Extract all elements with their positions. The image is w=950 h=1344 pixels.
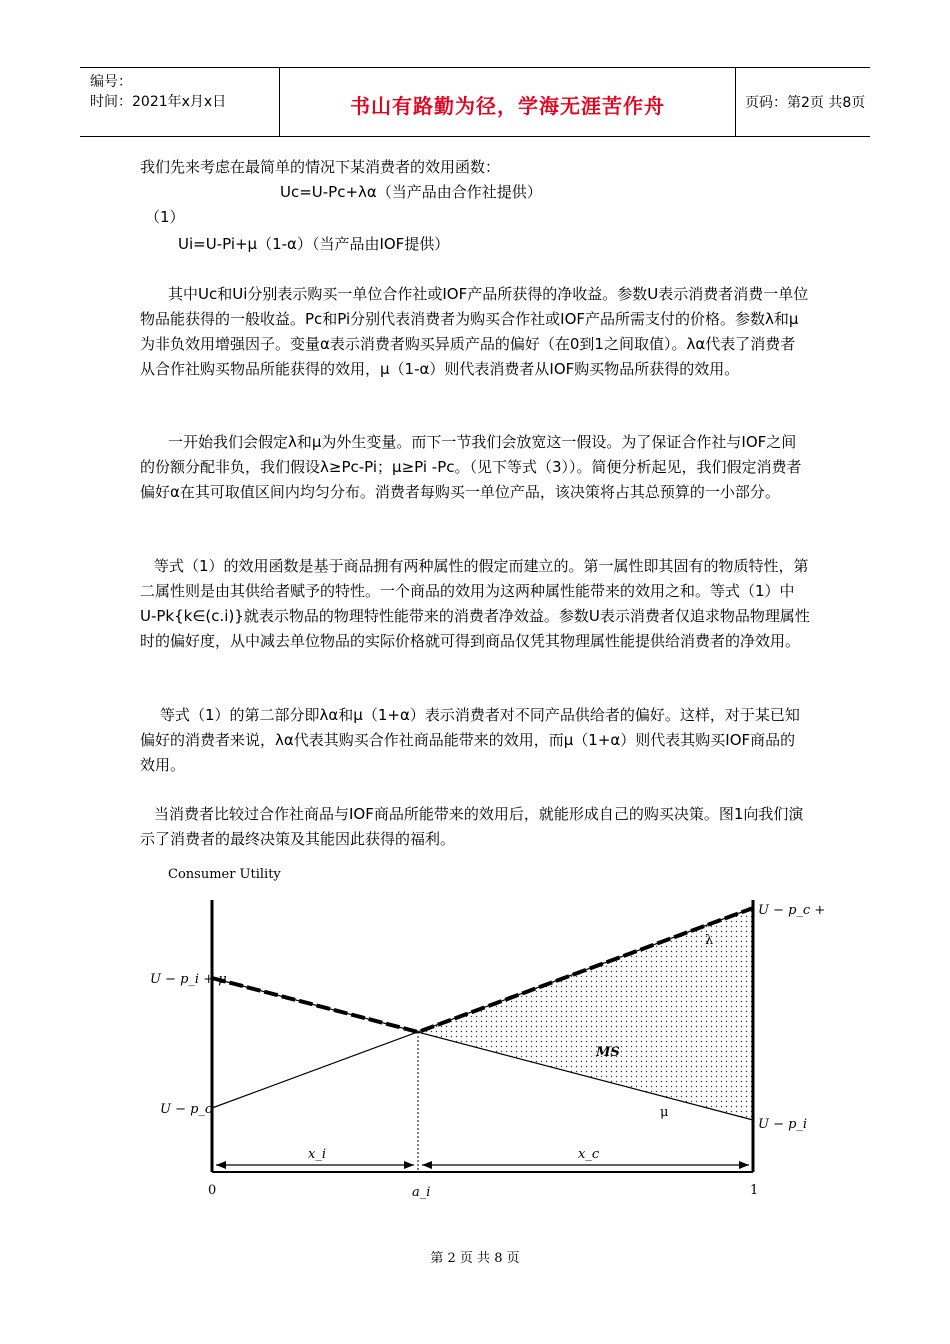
paragraph-2: 一开始我们会假定λ和μ为外生变量。而下一节我们会放宽这一假设。为了保证合作社与IOF之间的份额分配非负，我们假设λ≥Pc-Pi；μ≥Pi -Pc。（见下等式（3））。简便分析起见，我们假定消费者偏好α在其可取值区间内均匀分布。消费者每购买一单位产品，该决策将占其总预算的一小部分。 (140, 433, 802, 501)
xc-arrow-right-head (739, 1161, 749, 1169)
paragraph-5: 当消费者比较过合作社商品与IOF商品所能带来的效用后，就能形成自己的购买决策。图1向我们演示了消费者的最终决策及其能因此获得的福利。 (140, 805, 804, 848)
tick-1: 1 (750, 1183, 759, 1198)
header-meta (80, 68, 280, 136)
label-xc: x_c (578, 1147, 600, 1162)
label-u-pi: U − p_i (758, 1117, 808, 1132)
page-label: 页码：第2页 共8页 (745, 95, 866, 111)
xc-arrow-left-head (422, 1161, 432, 1169)
consumer-utility-diagram (150, 860, 830, 1205)
label-u-pc: U − p_c (160, 1102, 213, 1117)
xi-arrow-right-head (404, 1161, 414, 1169)
page-footer: 第 2 页 共 8 页 (430, 1251, 520, 1266)
intro-text: 我们先来考虑在最简单的情况下某消费者的效用函数： (140, 158, 501, 176)
label-u-pc-plus: U − p_c + (758, 903, 826, 918)
page-header (80, 67, 870, 137)
paragraph-3: 等式（1）的效用函数是基于商品拥有两种属性的假定而建立的。第一属性即其固有的物质特性，第二属性则是由其供给者赋予的特性。一个商品的效用为这两种属性能带来的效用之和。等式（1）中U-Pk{k∈(c.i)}就表示物品的物理特性能带来的消费者净效益。参数U表示消费者仅追求物品物理属性时的偏好度，从中减去单位物品的实际价格就可得到商品仅凭其物理属性能提供给消费者的净效用。 (140, 557, 810, 650)
motto: 书山有路勤为径，学海无涯苦作舟 (350, 94, 665, 118)
equation-number: （1） (145, 208, 185, 226)
header-motto-cell (280, 68, 736, 136)
label-xi: x_i (308, 1147, 326, 1162)
tick-ai: a_i (412, 1185, 431, 1200)
date-label: 时间：2021年x月x日 (90, 94, 227, 110)
paragraph-4: 等式（1）的第二部分即λα和μ（1+α）表示消费者对不同产品供给者的偏好。这样，对于某已知偏好的消费者来说，λα代表其购买合作社商品能带来的效用，而μ（1+α）则代表其购买IOF商品的效用。 (140, 706, 800, 774)
header-page-cell (735, 68, 870, 136)
tick-0: 0 (208, 1183, 217, 1198)
label-mu: μ (660, 1105, 669, 1120)
equation-iof: Ui=U-Pi+μ（1-α）（当产品由IOF提供） (178, 235, 450, 253)
surplus-region (418, 908, 753, 1120)
number-label: 编号： (90, 74, 132, 90)
equation-coop: Uc=U-Pc+λα（当产品由合作社提供） (280, 183, 542, 201)
y-axis-label: Consumer Utility (168, 867, 281, 882)
label-ms: MS (596, 1045, 620, 1060)
label-lambda: λ (705, 933, 714, 948)
xi-arrow-left-head (216, 1161, 226, 1169)
paragraph-1: 其中Uc和Ui分别表示购买一单位合作社或IOF产品所获得的净收益。参数U表示消费者消费一单位物品能获得的一般收益。Pc和Pi分别代表消费者为购买合作社或IOF产品所需支付的价格。参数λ和μ为非负效用增强因子。变量α表示消费者购买异质产品的偏好（在0到1之间取值）。λα代表了消费者从合作社购买物品所能获得的效用，μ（1-α）则代表消费者从IOF购买物品所获得的效用。 (140, 285, 809, 378)
label-u-pi-mu: U − p_i + μ (150, 972, 227, 987)
